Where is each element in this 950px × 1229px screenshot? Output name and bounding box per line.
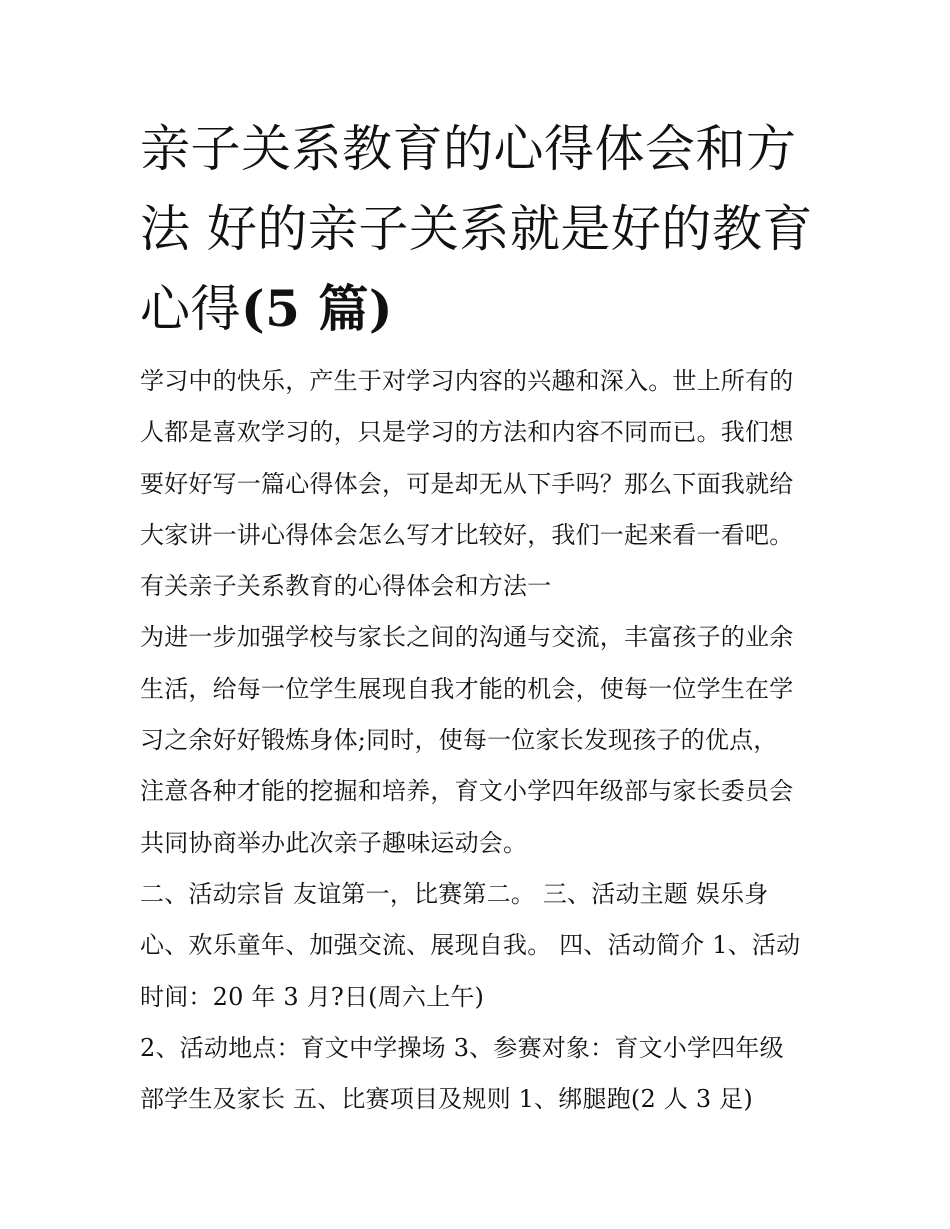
title-line-3: 心得 [140, 280, 241, 338]
document-title [140, 109, 820, 349]
title-line-1: 亲子关系教育的心得体会和方 [140, 120, 797, 178]
body-line: 2、活动地点：育文中学操场 3、参赛对象：育文小学四年级 [140, 1033, 784, 1062]
body-line: 大家讲一讲心得体会怎么写才比较好，我们一起来看一看吧。 [140, 520, 794, 549]
body-line: 学习中的快乐，产生于对学习内容的兴趣和深入。世上所有的 [140, 367, 794, 395]
body-line: 要好好写一篇心得体会，可是却无从下手吗？那么下面我就给 [140, 469, 794, 498]
body-line: 共同协商举办此次亲子趣味运动会。 [140, 828, 528, 857]
body-line: 人都是喜欢学习的，只是学习的方法和内容不同而已。我们想 [140, 418, 794, 447]
body-line: 为进一步加强学校与家长之间的沟通与交流，丰富孩子的业余 [140, 623, 794, 652]
body-line: 习之余好好锻炼身体;同时，使每一位家长发现孩子的优点， [140, 726, 778, 755]
body-line: 注意各种才能的挖掘和培养，育文小学四年级部与家长委员会 [140, 777, 794, 806]
title-line-2: 法 好的亲子关系就是好的教育 [140, 200, 813, 258]
section-heading: 有关亲子关系教育的心得体会和方法一 [140, 572, 552, 601]
title-count: (5 篇) [241, 279, 394, 338]
body-line: 生活，给每一位学生展现自我才能的机会，使每一位学生在学 [140, 674, 794, 703]
body-line: 心、欢乐童年、加强交流、展现自我。 四、活动简介 1、活动 [140, 931, 801, 960]
body-line: 二、活动宗旨 友谊第一，比赛第二。 三、活动主题 娱乐身 [140, 879, 769, 908]
body-line: 时间：20 年 3 月?日(周六上午) [140, 982, 485, 1011]
document-body [140, 356, 830, 1125]
body-line: 部学生及家长 五、比赛项目及规则 1、绑腿跑(2 人 3 足) [140, 1085, 753, 1114]
